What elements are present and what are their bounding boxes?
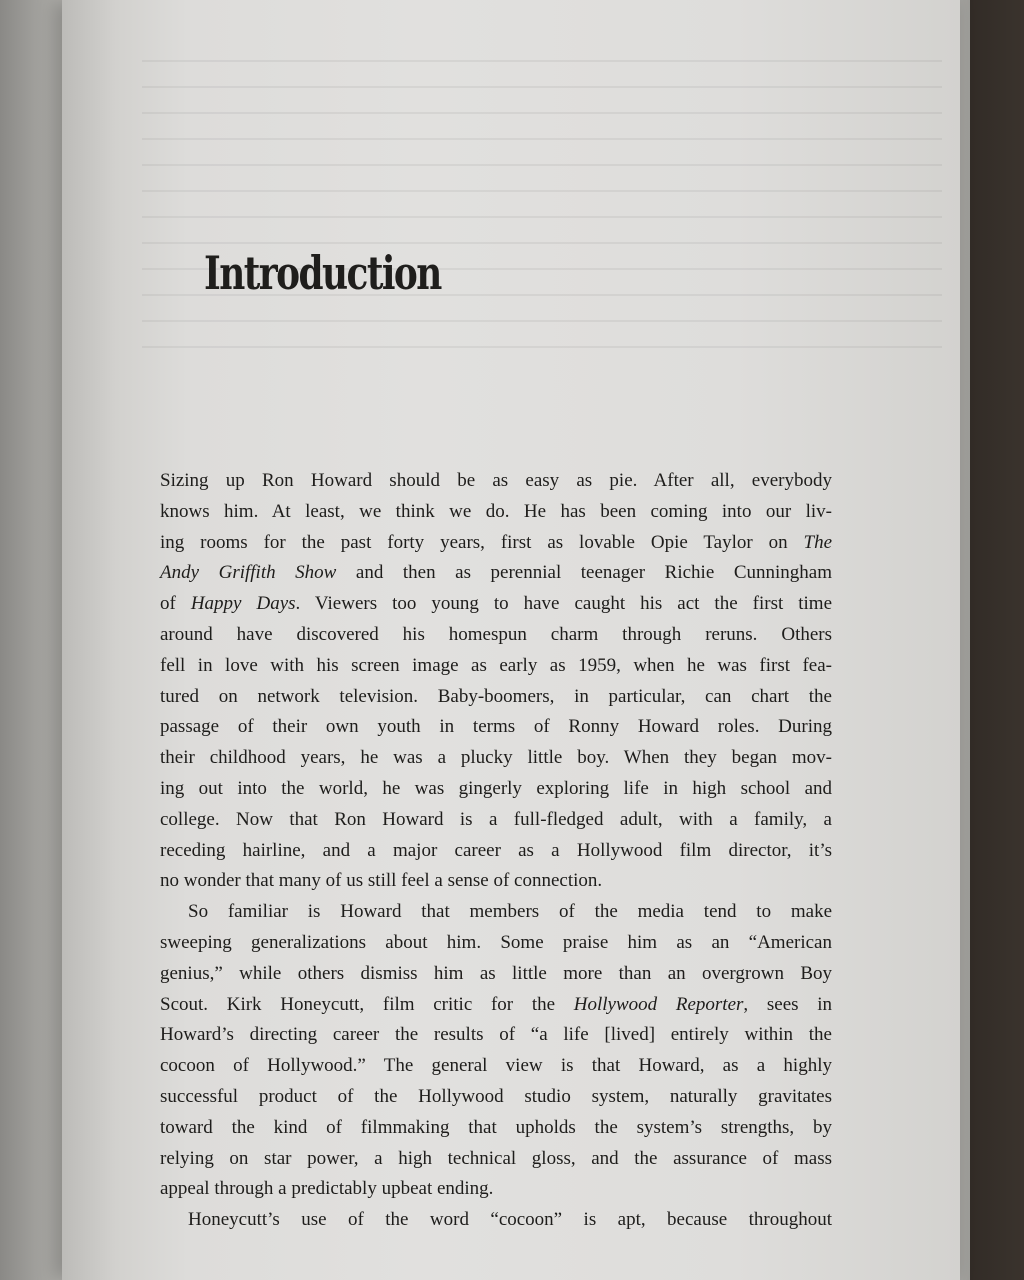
- text-segment: Howard’s directing career the results of “a life [lived] entirely within the: [160, 1024, 832, 1046]
- text-line: [160, 990, 832, 1021]
- text-line: [160, 743, 832, 774]
- text-line: [160, 1051, 832, 1082]
- text-line: [160, 1113, 832, 1144]
- text-segment: appeal through a predictably upbeat ending.: [160, 1178, 494, 1200]
- chapter-title: Introduction: [204, 246, 441, 300]
- text-segment: relying on star power, a high technical gloss, and the assurance of mass: [160, 1147, 832, 1169]
- text-segment: successful product of the Hollywood studio system, naturally gravitates: [160, 1085, 832, 1107]
- italic-title: Andy Griffith Show: [160, 562, 337, 584]
- text-line: [160, 866, 832, 897]
- text-line: [160, 712, 832, 743]
- text-segment: So familiar is Howard that members of the media tend to make: [188, 901, 832, 923]
- text-segment: tured on network television. Baby-boomers, in particular, can chart the: [160, 685, 832, 707]
- text-segment: sweeping generalizations about him. Some praise him as an “American: [160, 931, 832, 953]
- text-line: [160, 497, 832, 528]
- text-segment: ing rooms for the past forty years, first as lovable Opie Taylor on: [160, 531, 804, 553]
- text-segment: receding hairline, and a major career as a Hollywood film director, it’s: [160, 839, 832, 861]
- text-segment: Honeycutt’s use of the word “cocoon” is apt, because throughout: [188, 1209, 832, 1231]
- text-segment: cocoon of Hollywood.” The general view is that Howard, as a highly: [160, 1055, 832, 1077]
- text-segment: college. Now that Ron Howard is a full-fledged adult, with a family, a: [160, 808, 832, 830]
- text-line: [160, 1205, 832, 1236]
- text-line: [160, 682, 832, 713]
- book-page: [62, 0, 960, 1280]
- text-segment: their childhood years, he was a plucky little boy. When they began mov-: [160, 747, 832, 769]
- text-line: [160, 928, 832, 959]
- text-line: [160, 774, 832, 805]
- text-segment: genius,” while others dismiss him as little more than an overgrown Boy: [160, 962, 832, 984]
- text-segment: toward the kind of filmmaking that upholds the system’s strengths, by: [160, 1116, 832, 1138]
- text-line: [160, 620, 832, 651]
- text-line: [160, 805, 832, 836]
- text-line: [160, 1174, 832, 1205]
- text-line: [160, 836, 832, 867]
- text-segment: no wonder that many of us still feel a sense of connection.: [160, 870, 603, 892]
- italic-title: Happy Days: [190, 593, 296, 615]
- text-segment: Sizing up Ron Howard should be as easy as pie. After all, everybody: [160, 470, 832, 491]
- text-line: [160, 1144, 832, 1175]
- italic-title: The: [803, 531, 832, 553]
- text-line: [160, 589, 832, 620]
- text-line: [160, 897, 832, 928]
- text-line: [160, 1082, 832, 1113]
- paragraph: [160, 466, 832, 897]
- text-line: [160, 651, 832, 682]
- text-line: [160, 959, 832, 990]
- text-line: [160, 1020, 832, 1051]
- paragraph: [160, 1205, 832, 1236]
- text-line: [160, 558, 832, 589]
- text-segment: around have discovered his homespun charm through reruns. Others: [160, 623, 832, 645]
- text-segment: , sees in: [743, 993, 833, 1015]
- text-segment: knows him. At least, we think we do. He has been coming into our liv-: [160, 500, 832, 522]
- text-segment: Scout. Kirk Honeycutt, film critic for the: [160, 993, 574, 1015]
- text-segment: ing out into the world, he was gingerly exploring life in high school and: [160, 777, 832, 799]
- body-text: [160, 466, 832, 1236]
- text-segment: passage of their own youth in terms of Ronny Howard roles. During: [160, 716, 832, 738]
- text-segment: of: [160, 593, 191, 615]
- text-line: [160, 528, 832, 559]
- text-segment: and then as perennial teenager Richie Cunningham: [336, 562, 832, 584]
- paragraph: [160, 897, 832, 1205]
- text-segment: . Viewers too young to have caught his act the first time: [295, 593, 833, 615]
- text-line: [160, 466, 832, 497]
- italic-title: Hollywood Reporter: [573, 993, 744, 1015]
- text-segment: fell in love with his screen image as early as 1959, when he was first fea-: [160, 654, 832, 676]
